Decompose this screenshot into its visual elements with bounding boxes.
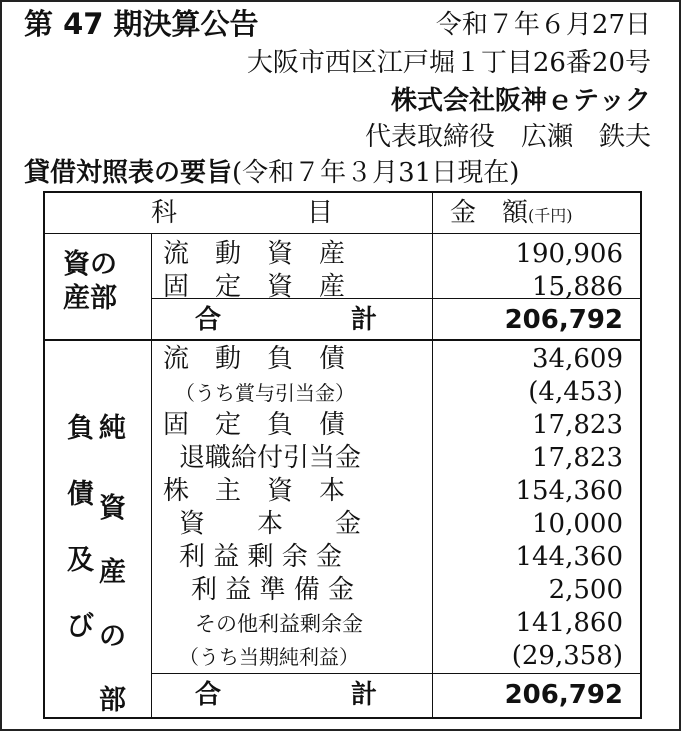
liability-row-label: （うち賞与引当金）: [175, 381, 355, 405]
assets-section-divider: [45, 339, 640, 341]
liabilities-label-char: 及: [67, 545, 94, 576]
section-label-divider: [151, 233, 152, 719]
assets-total-label: 合 計: [195, 305, 378, 335]
liability-row-label: 退職給付引当金: [179, 443, 362, 473]
liabilities-total-value: 206,792: [504, 680, 623, 710]
assets-total-value: 206,792: [504, 305, 623, 335]
liability-row-value: 17,823: [532, 443, 623, 473]
liabilities-total-label: 合 計: [195, 680, 378, 710]
header-divider: [45, 233, 640, 234]
amount-column-header: [450, 200, 573, 226]
asset-row-value: 15,886: [532, 272, 623, 302]
liability-row-label: 固 定 負 債: [163, 410, 346, 440]
net-assets-label-char: 純: [99, 413, 126, 444]
item-column-header: 科 目: [151, 198, 334, 228]
liability-row-value: 34,609: [532, 344, 623, 374]
liabilities-label-char: び: [67, 611, 94, 642]
liability-row-value: 141,860: [515, 608, 623, 638]
balance-sheet-heading: [24, 160, 519, 186]
asset-row-value: 190,906: [515, 239, 623, 269]
liabilities-subtotal-divider: [151, 673, 640, 674]
liability-row-value: 2,500: [548, 575, 623, 605]
liabilities-label-char: 負: [67, 413, 94, 444]
representative: 代表取締役 広瀬 鉄夫: [364, 122, 651, 152]
liability-row-value: 10,000: [532, 509, 623, 539]
amount-column-divider: [432, 193, 433, 719]
liability-row-label: 利 益 準 備 金: [191, 575, 355, 605]
liability-row-label: （うち当期純利益）: [179, 645, 359, 669]
liability-row-value: (29,358): [511, 641, 623, 671]
liability-row-label: 利 益 剰 余 金: [179, 542, 343, 572]
liability-row-label: 株 主 資 本: [163, 476, 346, 506]
liability-row-value: 144,360: [515, 542, 623, 572]
assets-section-label-2: 産部: [63, 283, 117, 314]
net-assets-label-char: 資: [99, 493, 126, 524]
net-assets-label-char: の: [99, 621, 126, 652]
balance-sheet-title: 貸借対照表の要旨: [24, 158, 233, 188]
net-assets-label-char: 産: [99, 557, 126, 588]
amount-header-text: 金 額: [450, 198, 529, 228]
balance-sheet-date: (令和７年３月31日現在): [232, 158, 520, 188]
unit-label: (千円): [528, 206, 573, 225]
notice-date: 令和７年６月27日: [435, 10, 651, 40]
net-assets-label-char: 部: [99, 685, 126, 716]
notice-title: 第 47 期決算公告: [24, 7, 259, 41]
assets-section-label-1: 資の: [63, 249, 117, 280]
company-name: 株式会社阪神ｅテック: [390, 86, 651, 116]
liability-row-value: 17,823: [532, 410, 623, 440]
liability-row-value: 154,360: [515, 476, 623, 506]
asset-row-label: 流 動 資 産: [163, 239, 346, 269]
company-address: 大阪市西区江戸堀１丁目26番20号: [246, 48, 651, 78]
liability-row-label: 資 本 金: [179, 509, 362, 539]
asset-row-label: 固 定 資 産: [163, 272, 346, 302]
liability-row-label: その他利益剰余金: [195, 612, 363, 636]
liability-row-value: (4,453): [528, 377, 623, 407]
liability-row-label: 流 動 負 債: [163, 344, 346, 374]
balance-sheet-table: [43, 191, 642, 719]
liabilities-label-char: 債: [67, 479, 94, 510]
